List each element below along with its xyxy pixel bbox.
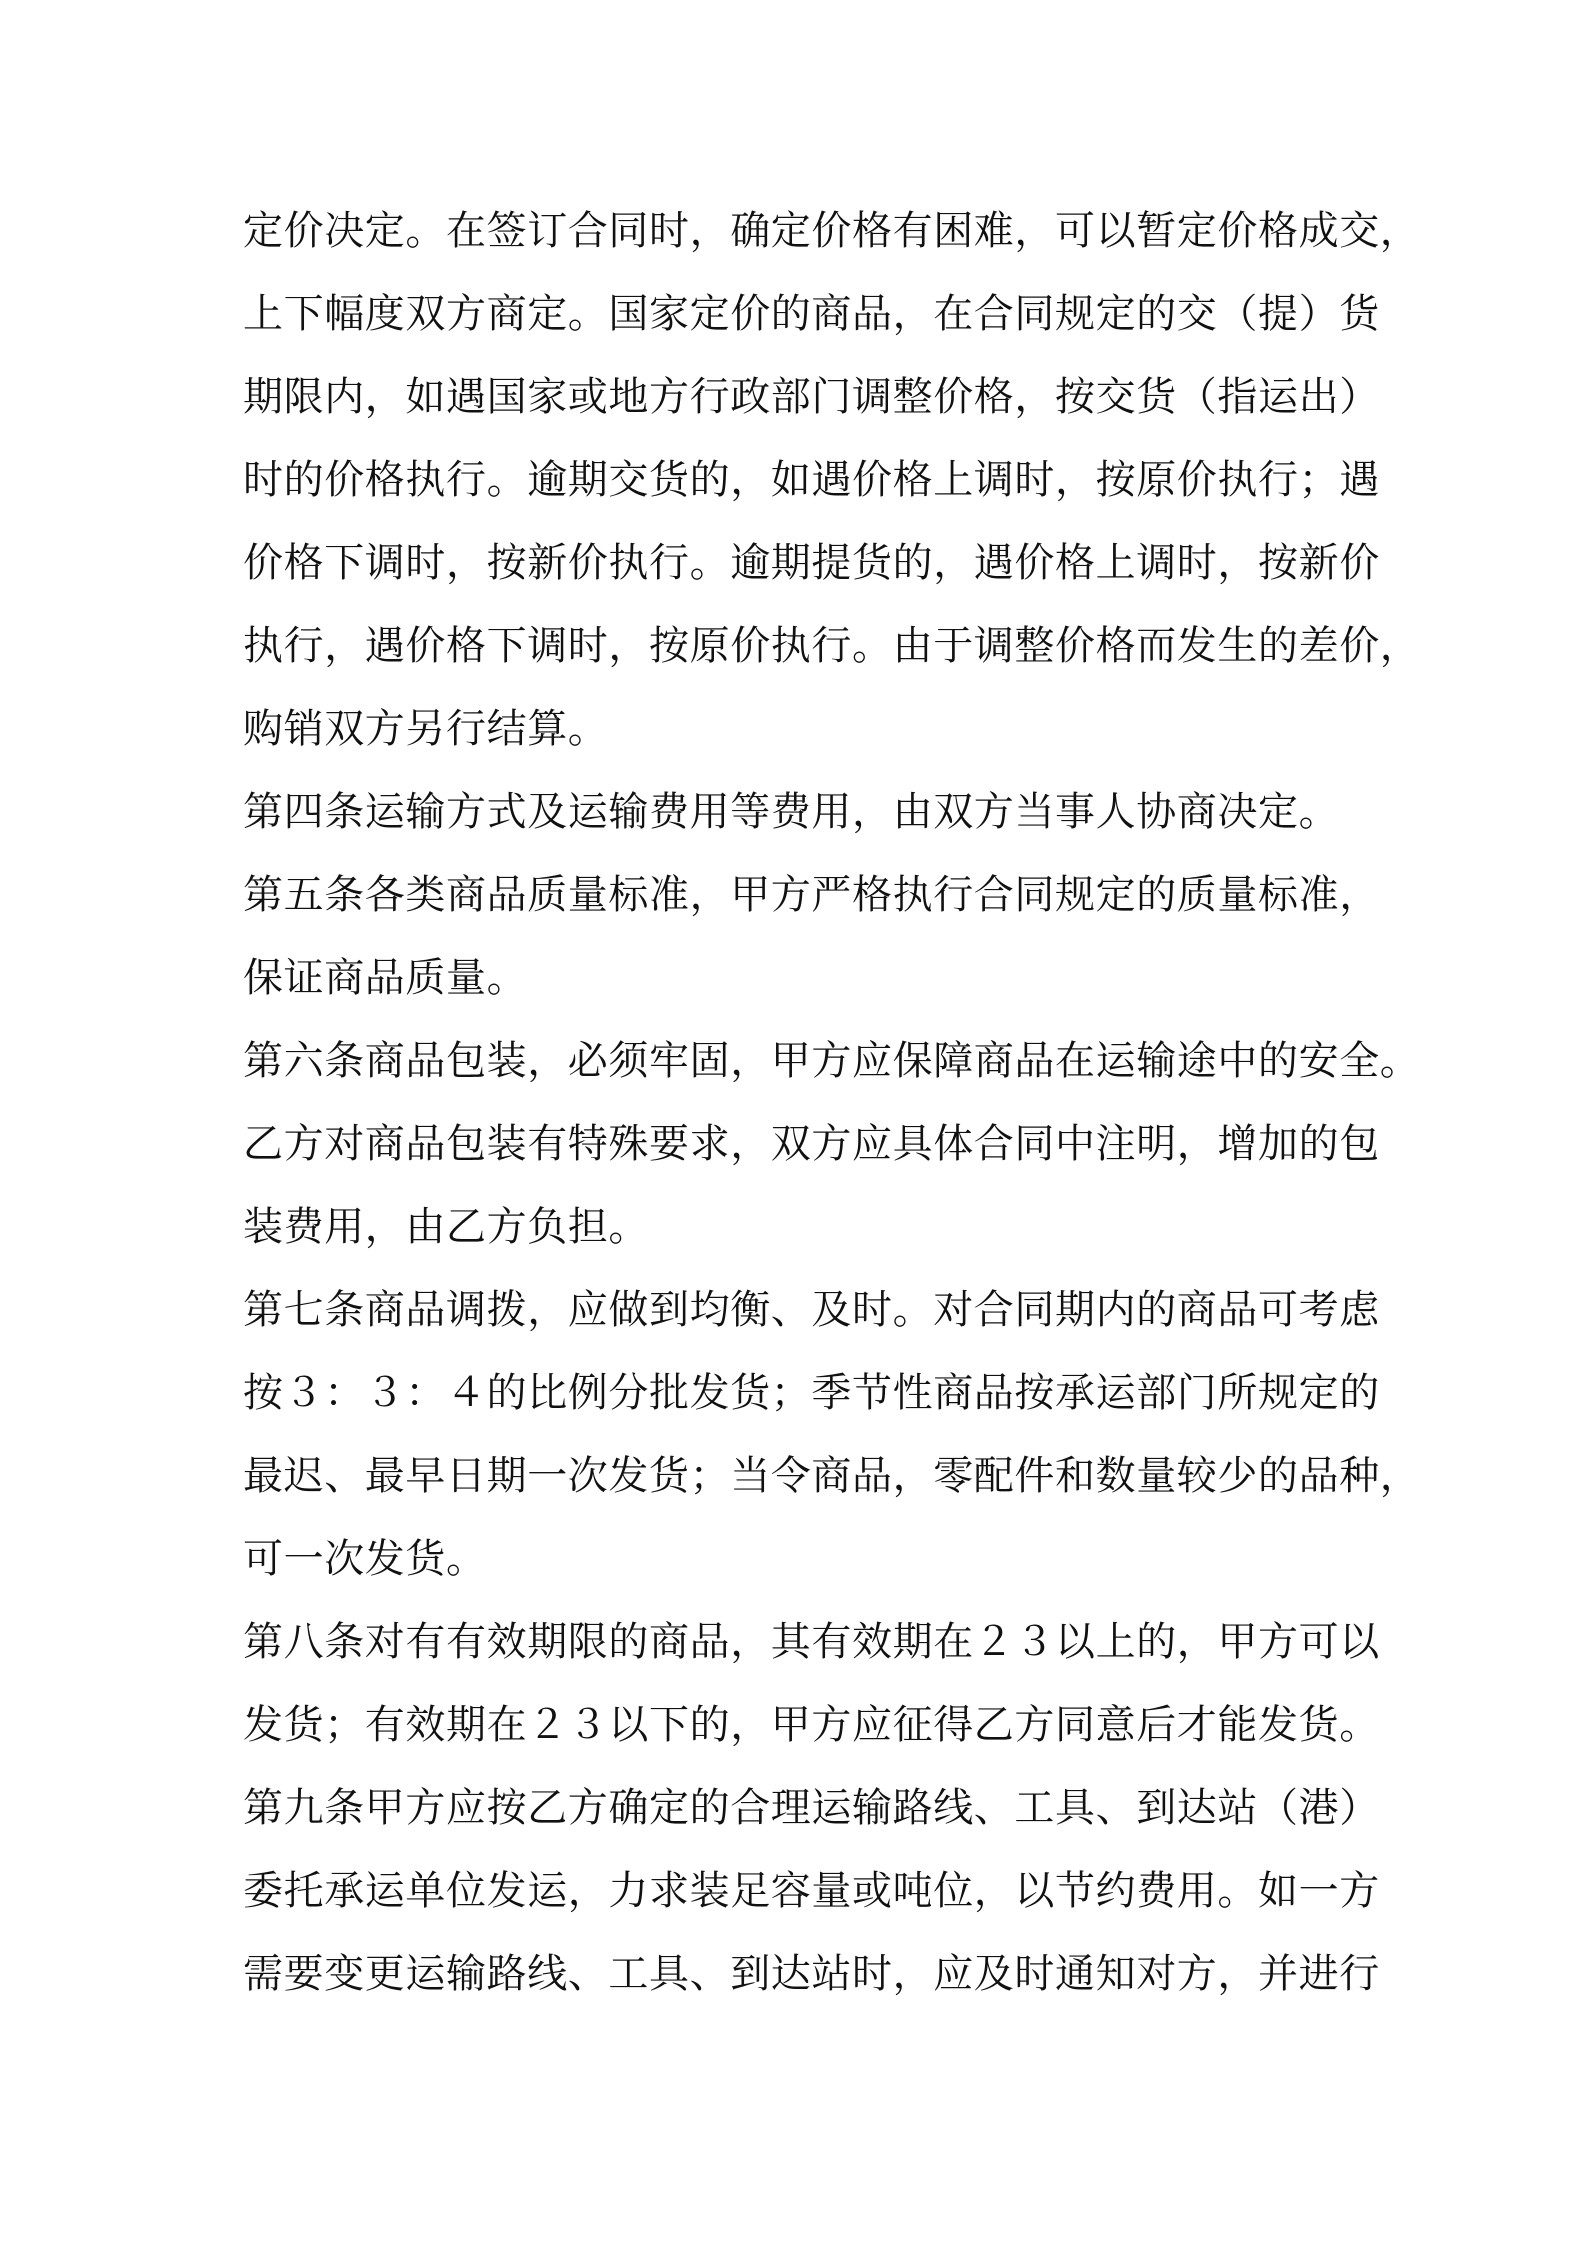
text-line: 保证商品质量。 bbox=[243, 955, 528, 1001]
article-7-line: 第七条商品调拨，应做到均衡、及时。对合同期内的商品可考虑 bbox=[243, 1287, 1380, 1333]
article-9-line: 第九条甲方应按乙方确定的合理运输路线、工具、到达站（港） bbox=[243, 1785, 1380, 1831]
text-line: 执行，遇价格下调时，按原价执行。由于调整价格而发生的差价， bbox=[243, 623, 1421, 669]
text-line: 购销双方另行结算。 bbox=[243, 706, 609, 752]
text-line: 上下幅度双方商定。国家定价的商品，在合同规定的交（提）货 bbox=[243, 291, 1380, 337]
article-6-line: 第六条商品包装，必须牢固，甲方应保障商品在运输途中的安全。 bbox=[243, 1038, 1421, 1084]
text-line: 委托承运单位发运，力求装足容量或吨位，以节约费用。如一方 bbox=[243, 1868, 1380, 1914]
text-line: 最迟、最早日期一次发货；当令商品，零配件和数量较少的品种， bbox=[243, 1453, 1421, 1499]
text-line: 期限内，如遇国家或地方行政部门调整价格，按交货（指运出） bbox=[243, 374, 1380, 420]
text-line: 装费用，由乙方负担。 bbox=[243, 1204, 649, 1250]
article-5-line: 第五条各类商品质量标准，甲方严格执行合同规定的质量标准， bbox=[243, 872, 1380, 918]
text-line: 时的价格执行。逾期交货的，如遇价格上调时，按原价执行；遇 bbox=[243, 457, 1380, 503]
text-line: 可一次发货。 bbox=[243, 1536, 487, 1582]
article-4-line: 第四条运输方式及运输费用等费用，由双方当事人协商决定。 bbox=[243, 789, 1340, 835]
text-line: 定价决定。在签订合同时，确定价格有困难，可以暂定价格成交， bbox=[243, 208, 1421, 254]
text-line: 需要变更运输路线、工具、到达站时，应及时通知对方，并进行 bbox=[243, 1951, 1380, 1997]
article-8-line: 第八条对有有效期限的商品，其有效期在２３以上的，甲方可以 bbox=[243, 1619, 1380, 1665]
text-line: 乙方对商品包装有特殊要求，双方应具体合同中注明，增加的包 bbox=[243, 1121, 1380, 1167]
contract-text-body bbox=[243, 190, 1421, 2016]
text-line: 发货；有效期在２３以下的，甲方应征得乙方同意后才能发货。 bbox=[243, 1702, 1380, 1748]
text-line: 按３：３：４的比例分批发货；季节性商品按承运部门所规定的 bbox=[243, 1370, 1380, 1416]
text-line: 价格下调时，按新价执行。逾期提货的，遇价格上调时，按新价 bbox=[243, 540, 1380, 586]
